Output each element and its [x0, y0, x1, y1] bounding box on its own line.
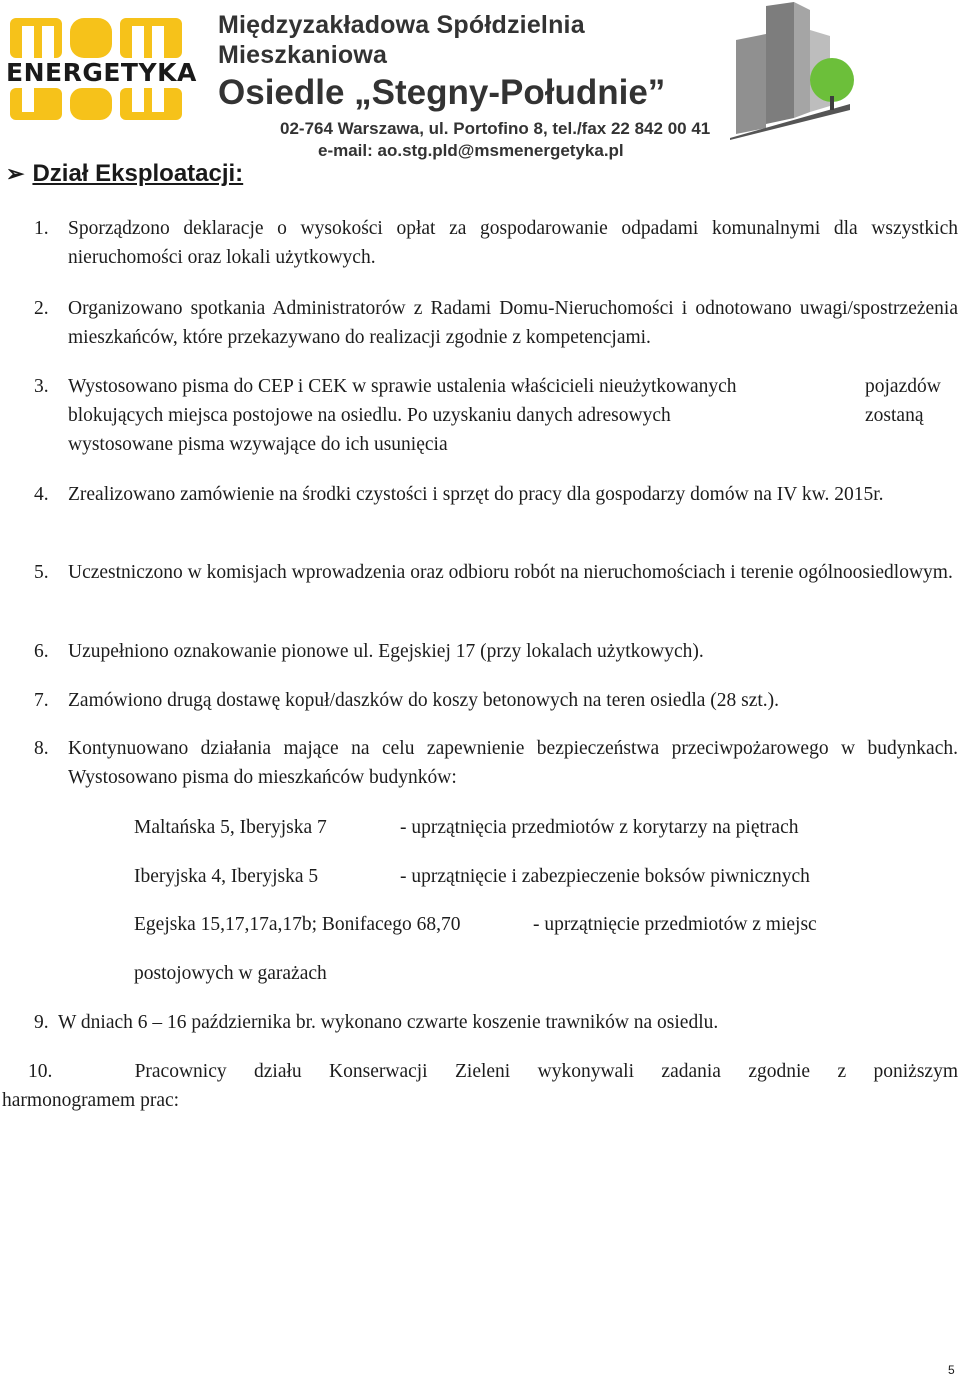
- address-task: - uprzątnięcie i zabezpieczenie boksów piwnicznych: [400, 866, 810, 887]
- item-number: 9.: [34, 1012, 49, 1033]
- item-number: 5.: [34, 562, 49, 583]
- logo-wordmark: ENERGETYKA: [6, 58, 197, 87]
- item-number: 3.: [34, 376, 49, 397]
- item-text: Uczestniczono w komisjach wprowadzenia oraz odbioru robót na nieruchomościach i terenie ogólnoosiedlowym.: [68, 562, 953, 583]
- item-line: [28, 1057, 958, 1086]
- item-line: [68, 401, 958, 430]
- buildings-tree-icon: [730, 0, 860, 140]
- item-text: blokujących miejsca postojowe na osiedlu. Po uzyskaniu danych adresowych: [68, 405, 671, 426]
- list-item-4: [34, 480, 958, 509]
- list-item-9: [34, 1008, 958, 1037]
- item-text: W dniach 6 – 16 października br. wykonano czwarte koszenie trawników na osiedlu.: [58, 1012, 719, 1033]
- item-number: 4.: [34, 484, 49, 505]
- address-task-continuation: postojowych w garażach: [134, 963, 327, 984]
- item-text: Zamówiono drugą dostawę kopuł/daszków do koszy betonowych na teren osiedla (28 szt.).: [68, 690, 780, 711]
- item-text: Pracownicy działu Konserwacji Zieleni wykonywali zadania zgodnie z poniższym: [134, 1061, 959, 1082]
- list-item-1: [34, 214, 958, 272]
- list-item-3: [34, 372, 958, 459]
- item-text: Sporządzono deklaracje o wysokości opłat za gospodarowanie odpadami komunalnymi dla wszystkich nieruchomości oraz lokali użytkowych.: [68, 218, 958, 268]
- organization-info: [218, 10, 738, 162]
- item-text: Kontynuowano działania mające na celu zapewnienie bezpieczeństwa przeciwpożarowego w budynkach. Wystosowano pisma do mieszkańców budynków:: [68, 738, 958, 788]
- item-text: wystosowane pisma wzywające do ich usunięcia: [68, 434, 448, 455]
- item-text: Uzupełniono oznakowanie pionowe ul. Egejskiej 17 (przy lokalach użytkowych).: [68, 641, 704, 662]
- item-number: 6.: [34, 641, 49, 662]
- organization-name: Międzyzakładowa Spółdzielnia Mieszkaniowa: [218, 11, 585, 69]
- item-line: [68, 372, 958, 401]
- address-task: - uprzątnięcia przedmiotów z korytarzy na piętrach: [400, 817, 799, 838]
- item-number: 7.: [34, 690, 49, 711]
- address-buildings: Iberyjska 4, Iberyjska 5: [134, 866, 319, 887]
- list-item-7: [34, 686, 958, 715]
- item-text: Wystosowano pisma do CEP i CEK w sprawie ustalenia właścicieli nieużytkowanych: [68, 376, 737, 397]
- list-item-10: [28, 1057, 958, 1086]
- address-buildings: Egejska 15,17,17a,17b; Bonifacego 68,70: [134, 914, 461, 935]
- item-text: Zrealizowano zamówienie na środki czystości i sprzęt do pracy dla gospodarzy domów na IV kw. 2015r.: [68, 484, 884, 505]
- organization-address: 02-764 Warszawa, ul. Portofino 8, tel./fax 22 842 00 41: [280, 119, 711, 138]
- estate-name: Osiedle „Stegny-Południe”: [218, 73, 666, 112]
- address-task: - uprzątnięcie przedmiotów z miejsc: [533, 914, 817, 935]
- arrow-right-icon: ➢: [6, 161, 25, 186]
- list-item-6: [34, 637, 958, 666]
- organization-email: e-mail: ao.stg.pld@msmenergetyka.pl: [318, 141, 624, 160]
- item-text: Organizowano spotkania Administratorów z Radami Domu-Nieruchomości i odnotowano uwagi/spostrzeżenia mieszkańców, które przekazywano do realizacji zgodnie z kompetencjami.: [68, 298, 958, 348]
- list-item-5: [34, 558, 958, 587]
- section-title-text: Dział Eksploatacji:: [32, 160, 244, 187]
- item-number: 2.: [34, 298, 49, 319]
- item-text-right: pojazdów: [865, 376, 941, 397]
- list-item-8: [34, 734, 958, 792]
- letterhead: [0, 0, 960, 160]
- section-title: [6, 160, 243, 188]
- page-number: 5: [948, 1363, 955, 1377]
- item-number: 8.: [34, 738, 49, 759]
- item-text-right: zostaną: [865, 405, 924, 426]
- list-item-2: [34, 294, 958, 352]
- address-buildings: Maltańska 5, Iberyjska 7: [134, 817, 327, 838]
- item-number: 10.: [28, 1061, 53, 1082]
- item-text-continuation: harmonogramem prac:: [2, 1090, 180, 1111]
- item-number: 1.: [34, 218, 49, 239]
